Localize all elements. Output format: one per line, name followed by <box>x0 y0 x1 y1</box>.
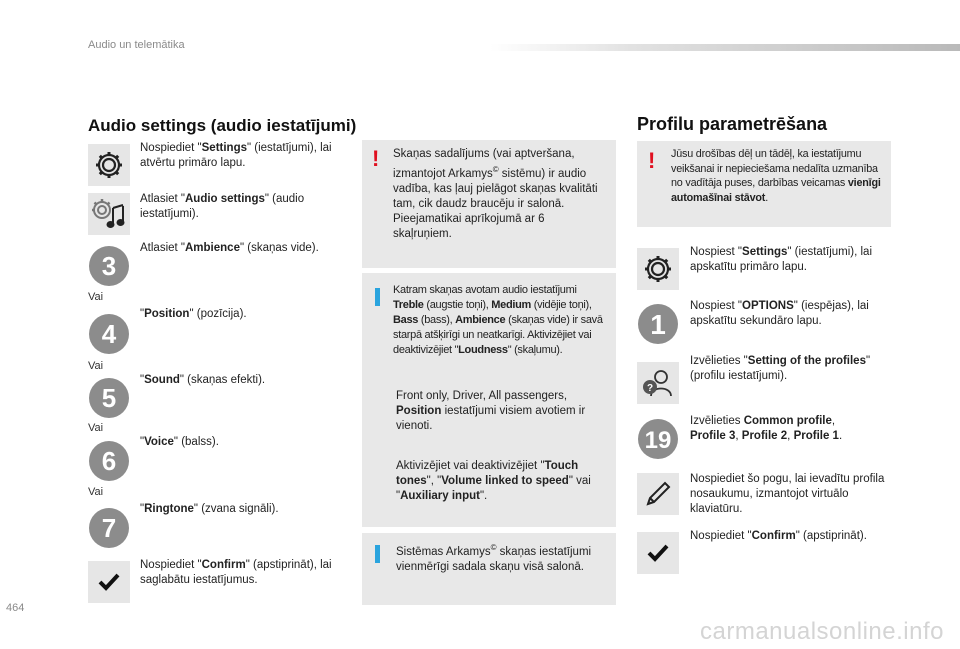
check-icon <box>637 532 679 574</box>
step-number-label: 5 <box>101 383 117 413</box>
info-icon <box>375 288 380 306</box>
step-text: Nospiest "OPTIONS" (iespējas), lai apskatītu sekundāro lapu. <box>690 300 869 327</box>
gear-icon <box>88 144 130 186</box>
step-text: Nospiest "Settings" (iestatījumi), lai apskatītu primāro lapu. <box>690 246 873 273</box>
page-number: 464 <box>6 602 25 614</box>
warning-text: Jūsu drošības dēļ un tādēļ, ka iestatījumu veikšanai ir nepieciešama nedalīta uzmanība no vadītāja puses, darbības veicamas vienīgi automašīnai stāvot. <box>671 148 881 204</box>
or-label: Vai <box>88 422 104 434</box>
step-text: Nospiediet šo pogu, lai ievadītu profila nosaukumu, izmantojot virtuālo klaviatūru. <box>690 473 885 515</box>
step-number-7 <box>88 507 130 554</box>
info-text: Katram skaņas avotam audio iestatījumi Treble (augstie toņi), Medium (vidējie toņi), Bass (bass), Ambience (skaņas vide) ir savā starpā atšķirīgi un neatkarīgi. Aktivizējiet vai deaktivizējiet "Loudness" (skaļumu). <box>393 284 603 356</box>
step-number-1 <box>637 303 679 350</box>
step-number-19 <box>637 418 679 465</box>
info-icon <box>375 545 380 563</box>
step-text: Nospiediet "Confirm" (apstiprināt). <box>690 530 867 542</box>
step-text: "Ringtone" (zvana signāli). <box>140 503 279 515</box>
step-text: Izvēlieties "Setting of the profiles" (profilu iestatījumi). <box>690 355 871 382</box>
gear-music-icon <box>88 193 130 235</box>
step-number-6 <box>88 440 130 487</box>
step-text: "Position" (pozīcija). <box>140 308 247 320</box>
step-text: Atlasiet "Audio settings" (audio iestatījumi). <box>140 193 305 220</box>
step-text: Nospiediet "Settings" (iestatījumi), lai atvērtu primāro lapu. <box>140 142 332 169</box>
step-number-5 <box>88 377 130 424</box>
gear-icon <box>637 248 679 290</box>
or-label: Vai <box>88 291 104 303</box>
section-title-profiles: Profilu parametrēšana <box>637 114 828 134</box>
or-label: Vai <box>88 360 104 372</box>
step-number-label: 6 <box>101 446 117 476</box>
warning-icon: ! <box>372 146 380 171</box>
info-text: Front only, Driver, All passengers, Position iestatījumi visiem avotiem ir vienoti. <box>396 390 586 432</box>
header-divider <box>490 44 960 51</box>
watermark-url: carmanualsonline.info <box>700 618 944 645</box>
check-icon <box>88 561 130 603</box>
step-number-4 <box>88 313 130 360</box>
step-text: "Sound" (skaņas efekti). <box>140 374 266 386</box>
info-text: Aktivizējiet vai deaktivizējiet "Touch tones", "Volume linked to speed" vai "Auxiliary input". <box>396 460 591 502</box>
svg-text:?: ? <box>646 383 654 394</box>
step-number-label: 4 <box>101 319 117 349</box>
step-number-label: 7 <box>101 513 117 543</box>
profile-icon <box>637 362 679 404</box>
warning-text: Skaņas sadalījums (vai aptveršana, izmantojot Arkamys© sistēmu) ir audio vadība, kas ļauj pielāgot skaņas kvalitāti tam, cik daudz braucēju ir salonā. Pieejamatikai aprīkojumā ar 6 skaļruņiem. <box>393 148 598 240</box>
or-label: Vai <box>88 486 104 498</box>
step-text: Izvēlieties Common profile, Profile 3, Profile 2, Profile 1. <box>690 415 843 442</box>
step-text: Atlasiet "Ambience" (skaņas vide). <box>140 242 319 254</box>
step-text: "Voice" (balss). <box>140 436 219 448</box>
pencil-icon <box>637 473 679 515</box>
info-text: Sistēmas Arkamys© skaņas iestatījumi vienmērīgi sadala skaņu visā salonā. <box>396 543 592 573</box>
section-title-audio-settings: Audio settings (audio iestatījumi) <box>88 116 357 135</box>
step-number-label: 1 <box>650 309 666 340</box>
step-number-label: 3 <box>101 251 117 281</box>
step-number-3 <box>88 245 130 292</box>
warning-icon: ! <box>648 148 656 173</box>
step-number-label: 19 <box>644 427 672 454</box>
chapter-title: Audio un telemātika <box>88 39 185 51</box>
step-text: Nospiediet "Confirm" (apstiprināt), lai saglabātu iestatījumus. <box>140 559 332 586</box>
